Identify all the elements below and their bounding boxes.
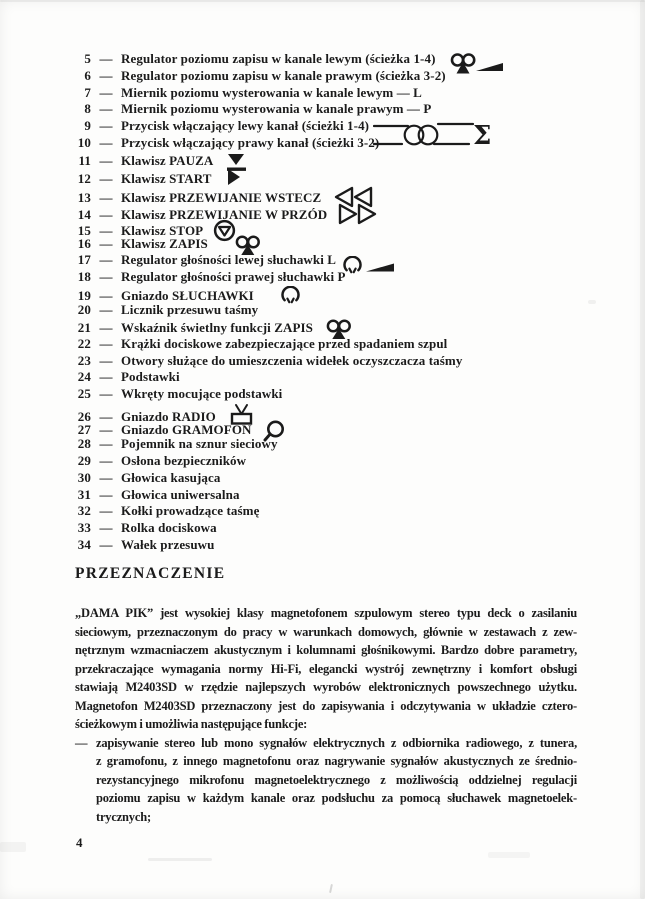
item-dash: — <box>99 51 113 66</box>
item-text: Osłona bezpieczników <box>121 453 247 468</box>
paragraph-line: sieciowym, przeznaczonym do pracy w warunkach domowych, głównie w zestawach z zew- <box>75 624 577 639</box>
item-number: 10 <box>77 134 91 150</box>
item-text: Klawisz START <box>121 171 212 187</box>
list-item <box>74 168 594 185</box>
item-dash: — <box>99 302 113 318</box>
item-number: 14 <box>77 206 91 222</box>
paragraph-line: poziomu zapisu w każdym kanale oraz podsłuchu za pomocą słuchawek magnetoelek- <box>96 791 577 805</box>
item-dash: — <box>99 236 113 252</box>
list-item <box>74 286 594 303</box>
section-heading: PRZEZNACZENIE <box>75 565 226 582</box>
item-text: Klawisz PRZEWIJANIE W PRZÓD <box>121 206 328 222</box>
list-item <box>74 537 594 554</box>
list-item <box>74 101 594 118</box>
list-item <box>74 503 594 520</box>
item-text: Głowica kasująca <box>121 469 221 485</box>
paragraph-line: stawiają M2403SD w rzędzie najlepszych wyrobów elektronicznych powszechnego użytku. <box>75 680 577 694</box>
bullet-paragraph <box>75 734 577 827</box>
fast-forward-icon <box>337 202 378 231</box>
item-number: 22 <box>77 335 91 351</box>
list-item <box>74 202 594 222</box>
item-number: 27 <box>77 421 91 437</box>
paragraph-line: rezystancyjnego mikrofonu magnetoelektrycznego z możliwością oddzielnej regulacji <box>96 772 577 787</box>
item-dash: — <box>99 101 113 117</box>
item-number: 6 <box>84 67 91 83</box>
item-dash: — <box>99 287 113 303</box>
item-text: Licznik przesuwu taśmy <box>121 302 259 318</box>
list-item <box>74 269 594 286</box>
list-item <box>74 436 594 453</box>
paragraph-line: „DAMA PIK” jest wysokiej klasy magnetofonem szpulowym stereo typu deck o zasilaniu <box>75 606 577 620</box>
item-number: 23 <box>77 352 91 368</box>
paragraph-line: zapisywanie stereo lub mono sygnałów elektrycznych z odbiornika radiowego, z tunera, <box>96 735 577 750</box>
item-text: Klawisz PAUZA <box>121 152 214 168</box>
scan-artifact <box>0 842 26 852</box>
list-item <box>74 369 594 386</box>
intro-paragraph <box>75 604 577 734</box>
item-dash: — <box>99 152 113 168</box>
item-number: 28 <box>77 436 91 452</box>
item-number: 24 <box>77 369 91 385</box>
item-dash: — <box>99 453 113 468</box>
item-text: Miernik poziomu wysterowania w kanale lewym — L <box>121 84 422 100</box>
item-number: 26 <box>77 408 91 424</box>
item-text: Kołki prowadzące taśmę <box>121 503 260 519</box>
item-dash: — <box>99 252 113 267</box>
list-item <box>74 487 594 504</box>
paragraph-line: Magnetofon M2403SD przeznaczony jest do zapisywania i odczytywania w układzie cztero- <box>75 698 577 713</box>
list-item <box>74 336 594 353</box>
item-dash: — <box>99 520 113 535</box>
item-text: Wskaźnik świetlny funkcji ZAPIS <box>121 320 313 335</box>
item-number: 31 <box>77 486 91 502</box>
item-number: 25 <box>77 386 91 401</box>
item-dash: — <box>99 469 113 485</box>
list-item <box>74 185 594 205</box>
item-number: 32 <box>77 503 91 519</box>
list-item <box>74 219 594 236</box>
item-text: Głowica uniwersalna <box>121 486 240 502</box>
svg-text:Σ: Σ <box>473 121 492 151</box>
item-dash: — <box>99 335 113 351</box>
item-dash: — <box>99 67 113 83</box>
item-number: 17 <box>77 252 91 267</box>
item-number: 19 <box>77 287 91 303</box>
scan-artifact <box>488 852 530 858</box>
item-dash: — <box>99 190 113 205</box>
paragraph-line: trycznych; <box>96 809 151 824</box>
bullet-marker: — <box>75 735 88 750</box>
item-text: Wałek przesuwu <box>121 536 215 552</box>
list-item <box>74 353 594 370</box>
item-dash: — <box>99 421 113 437</box>
list-item <box>74 520 594 537</box>
item-text: Klawisz ZAPIS <box>121 236 208 252</box>
item-text: Gniazdo SŁUCHAWKI <box>121 287 254 303</box>
list-item <box>74 420 594 437</box>
list-item <box>74 235 594 252</box>
item-text: Pojemnik na sznur sieciowy <box>121 436 278 452</box>
item-dash: — <box>99 536 113 552</box>
scan-artifact <box>329 884 333 893</box>
list-item <box>74 68 594 85</box>
item-number: 34 <box>77 536 91 552</box>
item-text: Rolka dociskowa <box>121 520 217 535</box>
item-text: Regulator głośności lewej słuchawki L <box>121 252 337 267</box>
item-dash: — <box>99 386 113 401</box>
item-number: 33 <box>77 520 91 535</box>
item-dash: — <box>99 369 113 385</box>
list-item <box>74 302 594 319</box>
item-text: Gniazdo RADIO <box>121 408 216 424</box>
item-dash: — <box>99 503 113 519</box>
paragraph-line: z gramofonu, z innego magnetofonu oraz nagrywanie sygnałów akustycznych ze średnio- <box>96 754 577 768</box>
parts-list <box>74 51 594 554</box>
item-text: Otwory służące do umieszczenia widełek oczyszczacza taśmy <box>121 352 463 368</box>
item-text: Podstawki <box>121 369 180 385</box>
scan-artifact <box>640 0 645 899</box>
item-number: 11 <box>78 152 91 168</box>
item-number: 13 <box>77 190 91 205</box>
item-text: Regulator poziomu zapisu w kanale lewym (ścieżka 1-4) <box>121 51 436 66</box>
item-dash: — <box>99 268 113 284</box>
item-dash: — <box>99 206 113 222</box>
item-dash: — <box>99 118 113 133</box>
item-number: 12 <box>77 171 91 187</box>
list-item <box>74 85 594 102</box>
list-item <box>74 135 594 152</box>
list-item <box>74 319 594 336</box>
item-text: Przycisk włączający prawy kanał (ścieżki 3-2) <box>121 134 380 150</box>
item-dash: — <box>99 486 113 502</box>
bullet-lines <box>96 734 577 827</box>
track-sum-icon <box>373 118 501 156</box>
item-dash: — <box>99 320 113 335</box>
item-number: 7 <box>84 84 91 100</box>
item-text: Klawisz STOP <box>121 222 204 238</box>
item-dash: — <box>99 134 113 150</box>
item-text: Regulator głośności prawej słuchawki P <box>121 268 346 284</box>
list-item <box>74 51 594 68</box>
item-dash: — <box>99 171 113 187</box>
paragraph-line: nętrznym wzmacniaczem akustycznym i kolumnami głośnikowymi. Bardzo dobre parametry, <box>75 643 577 657</box>
item-text: Miernik poziomu wysterowania w kanale prawym — P <box>121 101 432 117</box>
item-dash: — <box>99 408 113 424</box>
paragraph-line: przekraczające wymagania normy Hi-Fi, elegancki wystrój zewnętrzny i komfort obsługi <box>75 661 577 676</box>
record-level-knob-icon <box>449 52 505 84</box>
item-text: Regulator poziomu zapisu w kanale prawym (ścieżka 3-2) <box>121 67 446 83</box>
scan-artifact <box>0 0 645 2</box>
headphones-icon <box>280 286 301 311</box>
item-number: 20 <box>77 302 91 318</box>
item-text: Krążki dociskowe zabezpieczające przed spadaniem szpul <box>121 335 448 351</box>
item-dash: — <box>99 84 113 100</box>
list-item <box>74 118 594 135</box>
item-number: 16 <box>77 236 91 252</box>
item-number: 15 <box>77 222 91 238</box>
item-text: Wkręty mocujące podstawki <box>121 386 283 401</box>
list-item <box>74 470 594 487</box>
list-item <box>74 403 594 424</box>
item-number: 9 <box>84 118 91 133</box>
page-number: 4 <box>76 835 83 850</box>
list-item <box>74 386 594 403</box>
item-dash: — <box>99 436 113 452</box>
headphones-level-knob-icon <box>342 256 398 285</box>
paragraph-line: ścieżkowym i umożliwia następujące funkcje: <box>75 717 308 731</box>
item-text: Gniazdo GRAMOFON <box>121 421 252 437</box>
item-text: Klawisz PRZEWIJANIE WSTECZ <box>121 190 322 205</box>
body-text <box>75 604 577 826</box>
list-item <box>74 252 594 269</box>
list-item <box>74 152 594 169</box>
item-number: 21 <box>77 320 91 335</box>
item-number: 18 <box>77 268 91 284</box>
item-number: 29 <box>77 453 91 468</box>
item-dash: — <box>99 352 113 368</box>
item-text: Przycisk włączający lewy kanał (ścieżki 1-4) <box>121 118 370 133</box>
list-item <box>74 453 594 470</box>
item-number: 8 <box>84 101 91 117</box>
scan-artifact <box>148 858 212 861</box>
item-dash: — <box>99 222 113 238</box>
item-number: 30 <box>77 469 91 485</box>
item-number: 5 <box>84 51 91 66</box>
